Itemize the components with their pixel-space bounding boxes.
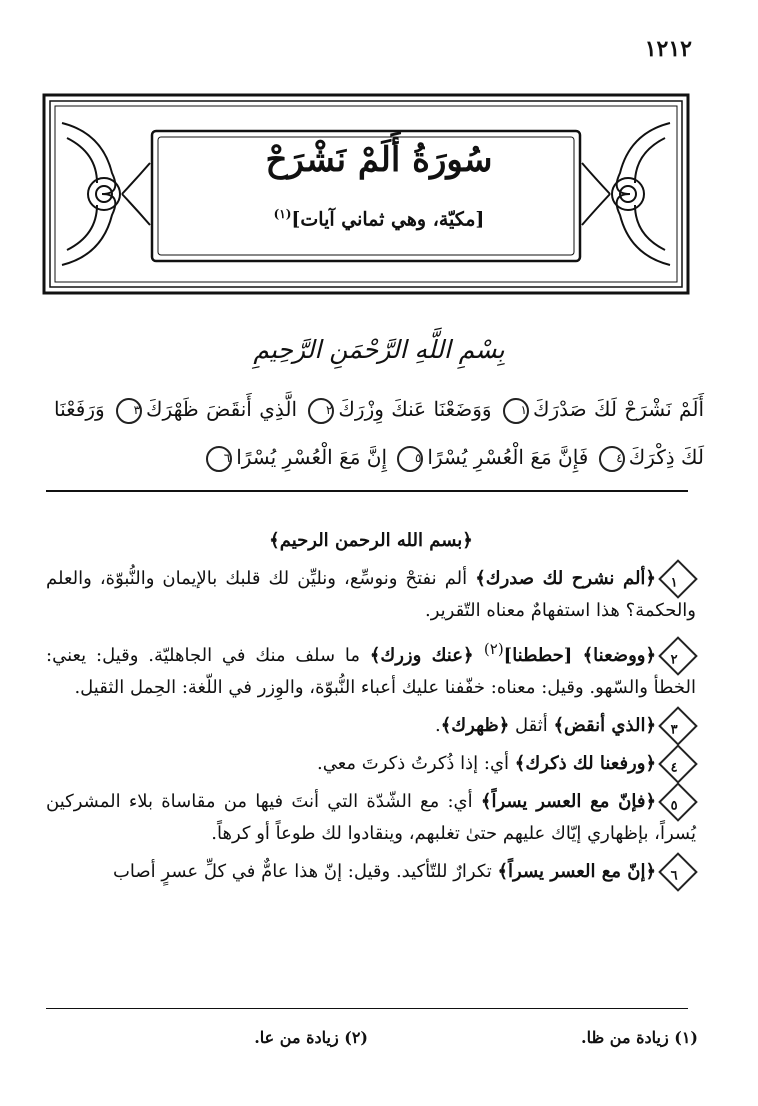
- commentary-text: أي: إذا ذُكرتُ ذكرتَ معي.: [317, 753, 515, 774]
- quoted-verse: ﴿ألم نشرح لك صدرك﴾: [475, 568, 656, 589]
- ayah-number-marker: ٦: [206, 446, 232, 472]
- quran-verses: [54, 385, 704, 481]
- title-frame: [42, 93, 690, 295]
- ornamental-border: [42, 93, 690, 295]
- ayah-number-marker: ٣: [116, 398, 142, 424]
- verse-number-badge: ١: [658, 559, 698, 599]
- commentary-text: تكرارٌ للتّأكيد. وقيل: إنّ هذا عامٌّ في كلِّ عسرٍ أصاب: [112, 861, 498, 882]
- commentary-text: ما سلف منك في الجاهليّة. وقيل: يعني: الخطأ والسّهو. وقيل: معناه: خفّفنا عليك أعباء النُّبوّة، والوِزر في اللّغة: الحِمل الثقيل.: [46, 645, 696, 698]
- verse-number-badge: ٣: [658, 706, 698, 746]
- surah-title: سُورَةُ أَلَمْ نَشْرَحْ: [265, 140, 493, 180]
- ayah-number-marker: ٤: [599, 446, 625, 472]
- footnote-divider: [46, 1008, 688, 1009]
- verse-text: وَوَضَعْنَا عَنكَ وِزْرَكَ: [338, 397, 492, 421]
- verse-text: إِنَّ مَعَ الْعُسْرِ يُسْرًا: [236, 445, 388, 469]
- footnote-ref: (٢): [483, 640, 504, 658]
- tafsir-commentary: [46, 525, 696, 888]
- quoted-verse: ﴿الذي أنقض﴾: [553, 715, 656, 736]
- verse-number-badge: ٦: [658, 852, 698, 892]
- ayah-number-marker: ٥: [397, 446, 423, 472]
- commentary-entry: [46, 563, 696, 627]
- commentary-text: ألم نفتحْ ونوسِّع، ونليِّن لك قلبك بالإيمان والنُّبوّة، والعلم والحكمة؟ هذا استفهامٌ معناه التّقرير.: [46, 568, 696, 621]
- commentary-entry: [46, 748, 696, 780]
- quoted-verse: ﴿إنّ مع العسر يسراً﴾: [497, 861, 656, 882]
- quran-basmala: بِسْمِ اللَّهِ الرَّحْمَنِ الرَّحِيمِ: [253, 335, 505, 364]
- commentary-entry: [46, 856, 696, 888]
- verse-text: الَّذِي أَنقَضَ ظَهْرَكَ: [146, 397, 298, 421]
- quoted-verse: ﴿ظهرك﴾: [440, 715, 510, 736]
- verse-text: أَلَمْ نَشْرَحْ لَكَ صَدْرَكَ: [532, 397, 705, 421]
- commentary-text: أي: مع الشّدّة التي أنتَ فيها من مقاساة بلاء المشركين يُسراً، بإظهاري إيّاك عليهم حتىٰ تغلبهم، وينقادوا لك طوعاً أو كرهاً.: [46, 791, 696, 844]
- commentary-entry: [46, 633, 696, 704]
- quoted-verse: ﴿ورفعنا لك ذكرك﴾: [514, 753, 656, 774]
- ayah-number-marker: ١: [503, 398, 529, 424]
- quoted-verse: ﴿عنك وزرك﴾: [369, 645, 484, 666]
- commentary-text: أثقل: [509, 715, 554, 736]
- subtitle-footnote-ref: (١): [273, 207, 292, 221]
- verse-number-badge: ٢: [658, 636, 698, 676]
- verse-number-badge: ٤: [658, 744, 698, 784]
- surah-subtitle: [0, 207, 758, 230]
- verse-text: وَرَفَعْنَا لَكَ ذِكْرَكَ: [54, 397, 704, 469]
- verse-number-badge: ٥: [658, 782, 698, 822]
- quoted-verse: ﴿فإنّ مع العسر يسراً﴾: [480, 791, 656, 812]
- verse-text: فَإِنَّ مَعَ الْعُسْرِ يُسْرًا: [427, 445, 589, 469]
- section-divider: [46, 490, 688, 492]
- footnote-2: (٢) زيادة من عا.: [254, 1028, 368, 1047]
- commentary-entry: [46, 786, 696, 850]
- page-number: ١٢١٢: [644, 36, 692, 62]
- ayah-number-marker: ٢: [308, 398, 334, 424]
- commentary-text: .: [435, 715, 441, 736]
- commentary-basmala: ﴿بسم الله الرحمن الرحيم﴾: [269, 530, 473, 551]
- footnote-1: (١) زيادة من ظا.: [581, 1028, 698, 1047]
- subtitle-text: [مكيّة، وهي ثماني آيات]: [291, 208, 485, 231]
- quoted-verse: ﴿ووضعنا﴾ [حططنا]: [503, 645, 656, 666]
- commentary-entry: [46, 710, 696, 742]
